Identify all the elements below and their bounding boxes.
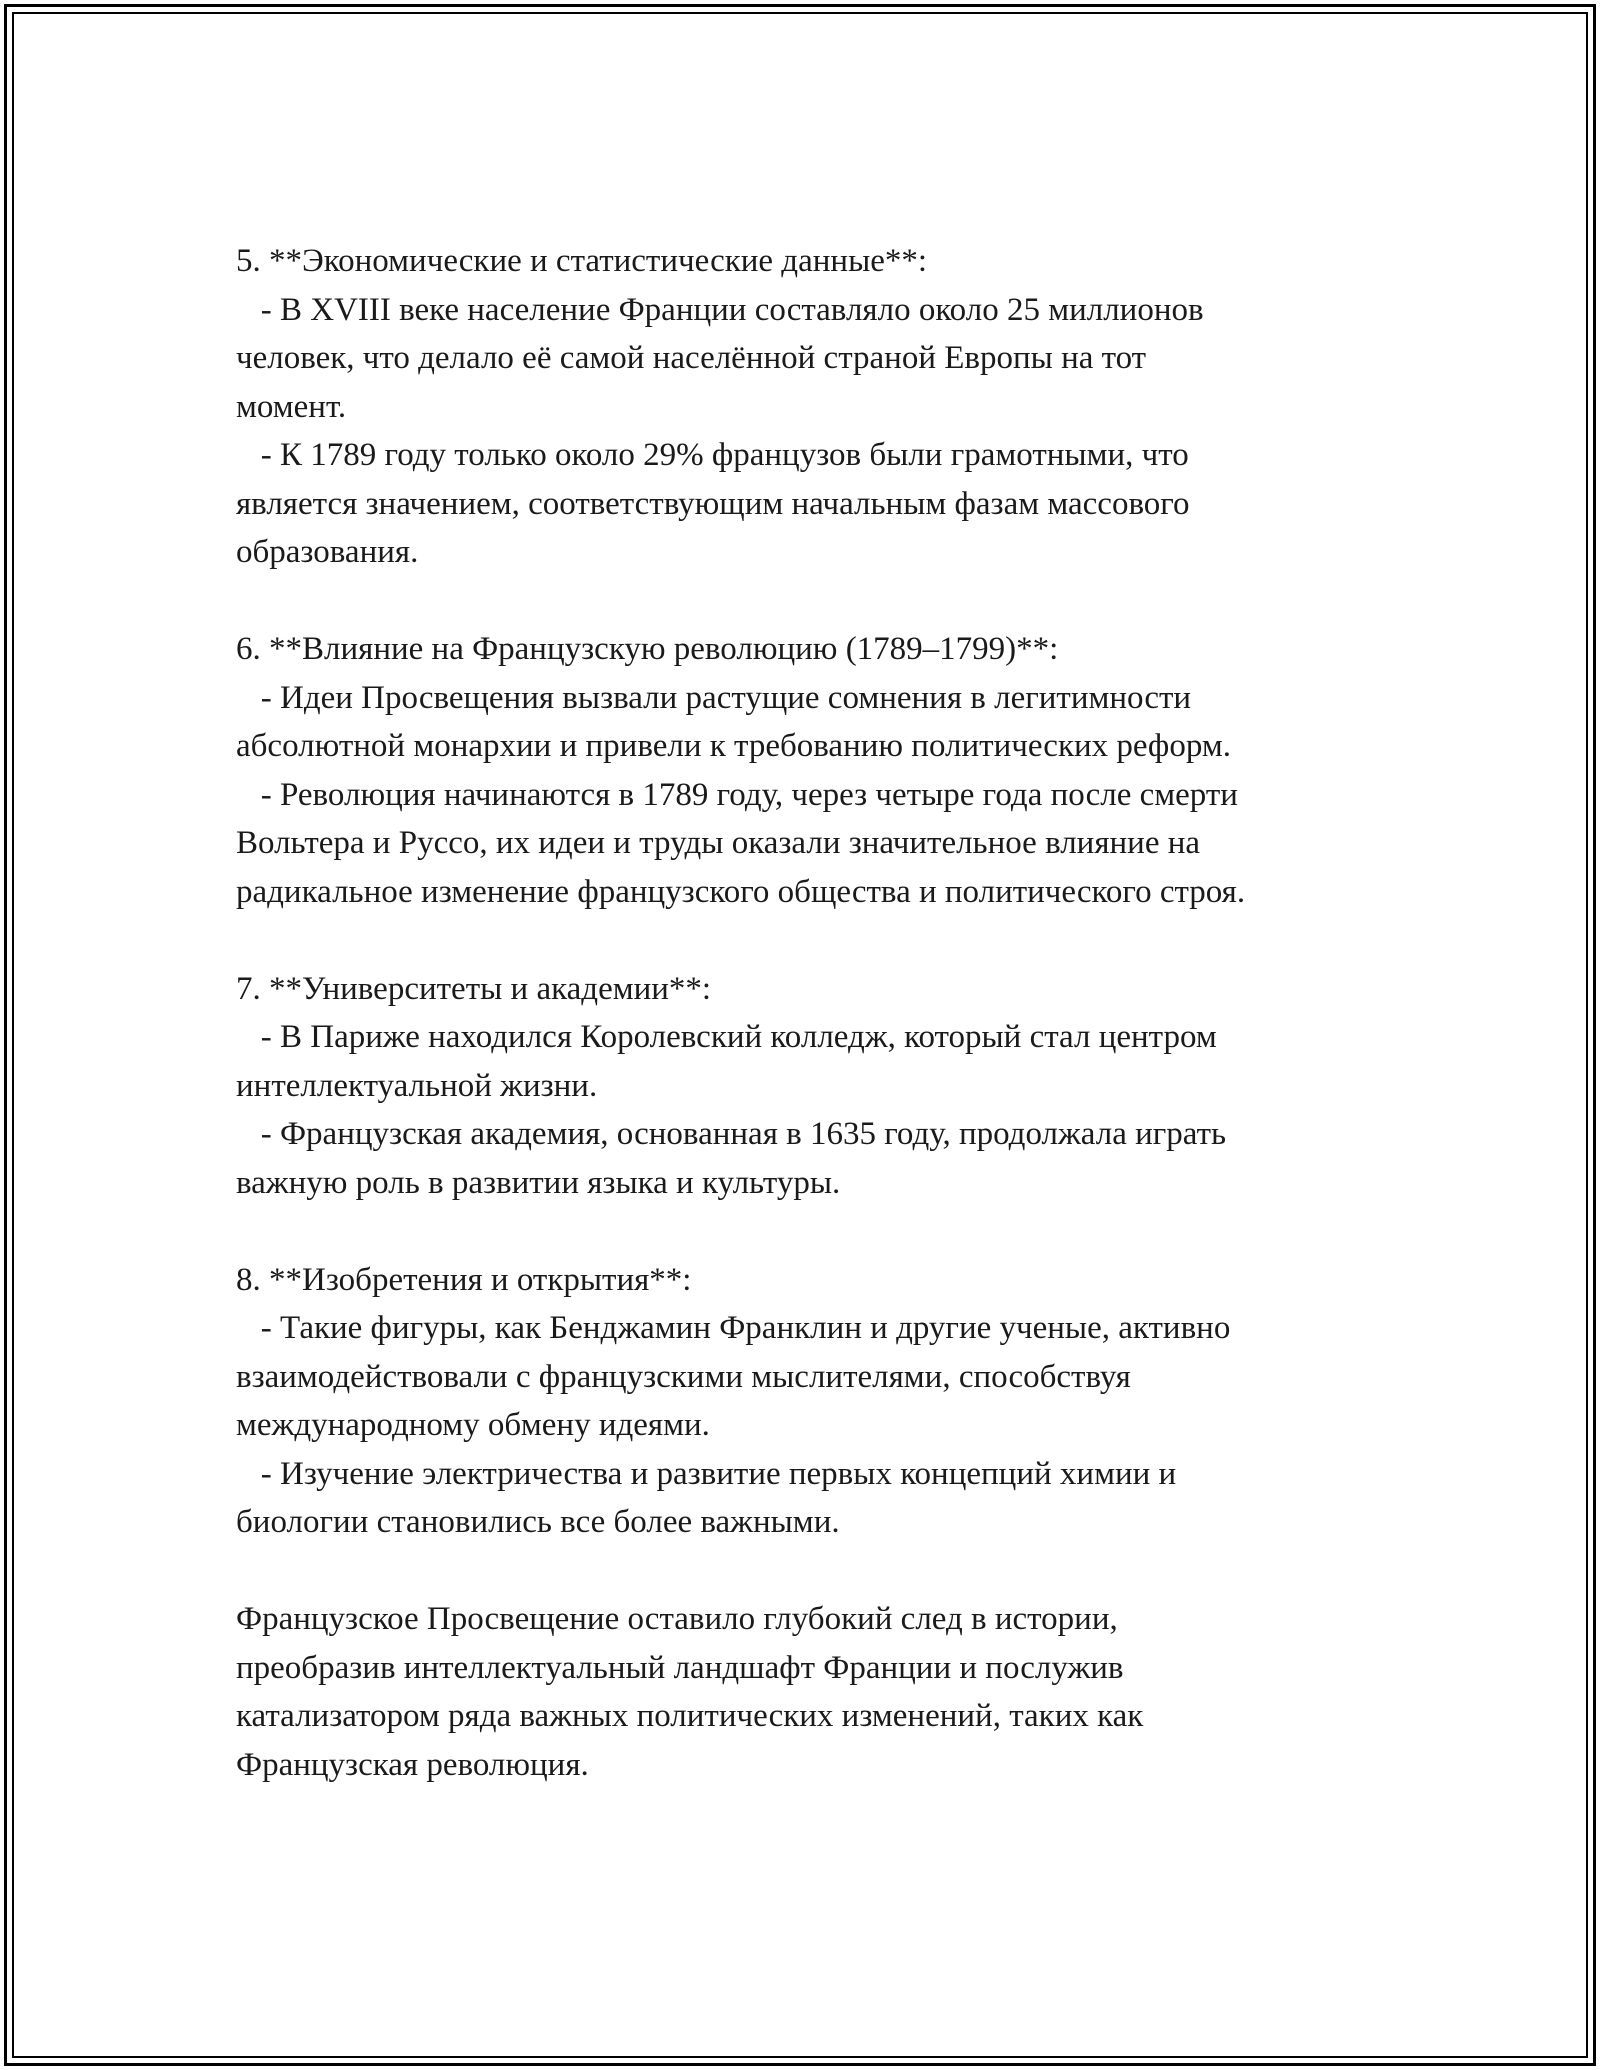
text-line: образования. xyxy=(236,534,419,570)
text-line: - Изучение электричества и развитие первых концепций химии и xyxy=(236,1455,1177,1492)
section-heading: 8. **Изобретения и открытия**: xyxy=(236,1261,692,1298)
list-item xyxy=(236,431,1396,577)
text-line: - В XVIII веке население Франции составляло около 25 миллионов xyxy=(236,291,1204,328)
section-8 xyxy=(236,1256,1396,1547)
text-line: - В Париже находился Королевский колледж, который стал центром xyxy=(236,1019,1217,1055)
list-item xyxy=(236,674,1396,771)
list-item xyxy=(236,1304,1396,1450)
text-line: Французское Просвещение оставило глубокий след в истории, xyxy=(236,1601,1118,1637)
text-line: момент. xyxy=(236,388,347,425)
text-line: радикальное изменение французского общества и политического строя. xyxy=(236,873,1246,910)
section-heading: 5. **Экономические и статистические данные**: xyxy=(236,243,928,279)
text-line: Вольтера и Руссо, их идеи и труды оказали значительное влияние на xyxy=(236,825,1201,861)
text-line: международному обмену идеями. xyxy=(236,1407,710,1443)
text-line: - К 1789 году только около 29% французов были грамотными, что xyxy=(236,437,1189,473)
text-line: важную роль в развитии языка и культуры. xyxy=(236,1164,841,1201)
list-item xyxy=(236,771,1396,917)
section-7 xyxy=(236,965,1396,1208)
text-line: биологии становились все более важными. xyxy=(236,1504,840,1540)
text-line: - Революция начинаются в 1789 году, через четыре года после смерти xyxy=(236,776,1238,813)
paragraph-spacer xyxy=(236,916,1396,965)
text-line: является значением, соответствующим начальным фазам массового xyxy=(236,485,1190,522)
text-line: преобразив интеллектуальный ландшафт Франции и послужив xyxy=(236,1649,1124,1686)
section-5 xyxy=(236,237,1396,577)
list-item xyxy=(236,1013,1396,1110)
paragraph-spacer xyxy=(236,577,1396,626)
conclusion-paragraph xyxy=(236,1595,1396,1789)
section-6 xyxy=(236,625,1396,916)
text-line: человек, что делало её самой населённой страной Европы на тот xyxy=(236,340,1147,376)
section-heading: 7. **Университеты и академии**: xyxy=(236,970,712,1007)
text-line: - Французская академия, основанная в 1635 году, продолжала играть xyxy=(236,1116,1227,1152)
list-item xyxy=(236,286,1396,432)
list-item xyxy=(236,1110,1396,1207)
text-line: абсолютной монархии и привели к требованию политических реформ. xyxy=(236,728,1231,764)
list-item xyxy=(236,1450,1396,1547)
paragraph-spacer xyxy=(236,1207,1396,1256)
text-line: интеллектуальной жизни. xyxy=(236,1067,598,1104)
text-line: взаимодействовали с французскими мыслителями, способствуя xyxy=(236,1358,1131,1395)
paragraph-spacer xyxy=(236,1547,1396,1596)
text-line: катализатором ряда важных политических изменений, таких как xyxy=(236,1698,1144,1734)
document-body xyxy=(236,237,1396,1789)
section-heading: 6. **Влияние на Французскую революцию (1789–1799)**: xyxy=(236,631,1059,667)
text-line: - Такие фигуры, как Бенджамин Франклин и другие ученые, активно xyxy=(236,1310,1231,1346)
text-line: Французская революция. xyxy=(236,1746,589,1783)
text-line: - Идеи Просвещения вызвали растущие сомнения в легитимности xyxy=(236,679,1192,716)
